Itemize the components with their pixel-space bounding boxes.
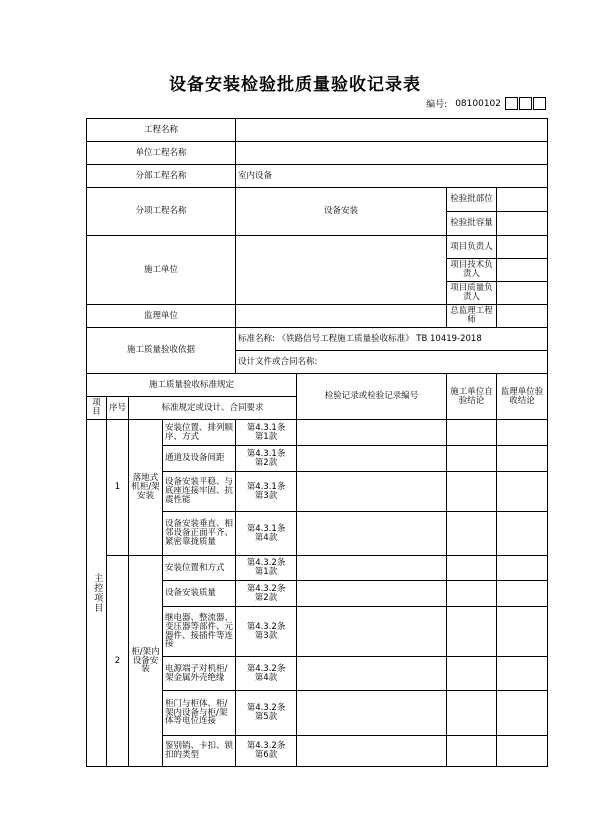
- supervisor-result-cell[interactable]: [497, 607, 548, 657]
- requirement-desc: 设备安装质量: [163, 581, 236, 607]
- supervisor-result-cell[interactable]: [497, 556, 548, 581]
- contractor-result-cell[interactable]: [447, 512, 497, 556]
- supervisor-result-cell[interactable]: [497, 581, 548, 607]
- supervisor-result-cell[interactable]: [497, 472, 548, 512]
- code-value: 08100102: [455, 98, 501, 109]
- supervisor-result-cell[interactable]: [497, 691, 548, 736]
- contractor-result-cell[interactable]: [447, 607, 497, 657]
- requirement-desc: 设备安装垂直、相邻设备正面平齐、紧密靠拢质量: [163, 512, 236, 556]
- contractor-result-cell[interactable]: [447, 691, 497, 736]
- requirement-clause: 第4.3.2条 第5款: [236, 691, 297, 736]
- subitem-value[interactable]: 设备安装: [236, 188, 447, 236]
- batch-capacity-label: 检验批容量: [447, 212, 497, 236]
- division-label: 分部工程名称: [87, 165, 236, 188]
- main-control-label: 主控项目: [92, 573, 103, 613]
- unit-project-label: 单位工程名称: [87, 142, 236, 165]
- tech-manager-label: 项目技术负责人: [447, 259, 497, 282]
- requirement-desc: 安装位置和方式: [163, 556, 236, 581]
- requirement-clause: 第4.3.2条 第1款: [236, 556, 297, 581]
- supervisor-result-header: 监理单位验收结论: [497, 374, 548, 420]
- record-cell[interactable]: [297, 420, 447, 446]
- requirement-clause: 第4.3.2条 第6款: [236, 736, 297, 767]
- requirement-desc: 电源端子对机柜/架金属外壳绝缘: [163, 657, 236, 691]
- requirement-clause: 第4.3.1条 第3款: [236, 472, 297, 512]
- contractor-result-cell[interactable]: [447, 736, 497, 767]
- code-box-3[interactable]: [533, 97, 546, 110]
- batch-capacity-value[interactable]: [497, 212, 548, 236]
- contractor-result-cell[interactable]: [447, 472, 497, 512]
- requirement-desc: 鉴别销、卡扣、锁扣的类型: [163, 736, 236, 767]
- quality-manager-label: 项目质量负责人: [447, 282, 497, 305]
- tech-manager-value[interactable]: [497, 259, 548, 282]
- requirement-clause: 第4.3.1条 第1款: [236, 420, 297, 446]
- requirement-clause: 第4.3.2条 第3款: [236, 607, 297, 657]
- contractor-result-header: 施工单位自验结论: [447, 374, 497, 420]
- requirement-clause: 第4.3.2条 第4款: [236, 657, 297, 691]
- supervisor-label: 监理单位: [87, 305, 236, 328]
- requirement-clause: 第4.3.2条 第2款: [236, 581, 297, 607]
- project-manager-value[interactable]: [497, 236, 548, 259]
- record-cell[interactable]: [297, 607, 447, 657]
- record-cell[interactable]: [297, 691, 447, 736]
- group-name: 柜/架内设备安装: [129, 556, 163, 767]
- group-seq: 2: [107, 556, 129, 767]
- inspection-form: [86, 118, 548, 767]
- requirement-clause: 第4.3.1条 第4款: [236, 512, 297, 556]
- chief-engineer-label: 总监理工程师: [447, 305, 497, 328]
- code-label: 编号:: [426, 100, 448, 110]
- contractor-result-cell[interactable]: [447, 556, 497, 581]
- group-seq: 1: [107, 420, 129, 556]
- design-docs[interactable]: 设计文件或合同名称:: [236, 351, 548, 374]
- record-cell[interactable]: [297, 512, 447, 556]
- requirement-clause: 第4.3.1条 第2款: [236, 446, 297, 472]
- record-cell[interactable]: [297, 581, 447, 607]
- form-code: [426, 97, 546, 110]
- requirement-desc: 继电器、整流器、变压器等部件、元器件、接插件等连接: [163, 607, 236, 657]
- main-control-cell: [87, 420, 107, 767]
- contractor-label: 施工单位: [87, 236, 236, 305]
- supervisor-result-cell[interactable]: [497, 446, 548, 472]
- requirement-desc: 柜门与柜体、柜/架内设备与柜/架体等电位连接: [163, 691, 236, 736]
- supervisor-result-cell[interactable]: [497, 657, 548, 691]
- project-manager-label: 项目负责人: [447, 236, 497, 259]
- batch-location-value[interactable]: [497, 188, 548, 212]
- record-cell[interactable]: [297, 446, 447, 472]
- subitem-label: 分项工程名称: [87, 188, 236, 236]
- supervisor-result-cell[interactable]: [497, 512, 548, 556]
- contractor-result-cell[interactable]: [447, 657, 497, 691]
- project-name-label: 工程名称: [87, 119, 236, 142]
- contractor-value[interactable]: [236, 236, 447, 305]
- chief-engineer-value[interactable]: [497, 305, 548, 328]
- requirement-header: 标准规定或设计、合同要求: [129, 397, 297, 420]
- record-cell[interactable]: [297, 472, 447, 512]
- requirement-desc: 安装位置、排列顺序、方式: [163, 420, 236, 446]
- division-value[interactable]: 室内设备: [236, 165, 548, 188]
- contractor-result-cell[interactable]: [447, 581, 497, 607]
- supervisor-value[interactable]: [236, 305, 447, 328]
- record-cell[interactable]: [297, 657, 447, 691]
- contractor-result-cell[interactable]: [447, 420, 497, 446]
- seq-header: 序号: [107, 397, 129, 420]
- record-cell[interactable]: [297, 736, 447, 767]
- requirement-desc: 通道及设备间距: [163, 446, 236, 472]
- unit-project-value[interactable]: [236, 142, 548, 165]
- project-name-value[interactable]: [236, 119, 548, 142]
- item-header: 项目: [87, 397, 107, 420]
- code-box-1[interactable]: [505, 97, 518, 110]
- form-title: 设备安装检验批质量验收记录表: [169, 75, 421, 95]
- supervisor-result-cell[interactable]: [497, 420, 548, 446]
- batch-location-label: 检验批部位: [447, 188, 497, 212]
- requirement-desc: 设备安装平稳、与底座连接牢固、抗震性能: [163, 472, 236, 512]
- contractor-result-cell[interactable]: [447, 446, 497, 472]
- code-box-2[interactable]: [519, 97, 532, 110]
- standard-name: 标准名称: 《铁路信号工程施工质量验收标准》 TB 10419-2018: [236, 328, 548, 351]
- basis-label: 施工质量验收依据: [87, 328, 236, 374]
- record-header: 检验记录或检验记录编号: [297, 374, 447, 420]
- record-cell[interactable]: [297, 556, 447, 581]
- group-name: 落地式机柜/架安装: [129, 420, 163, 556]
- supervisor-result-cell[interactable]: [497, 736, 548, 767]
- spec-header: 施工质量验收标准规定: [87, 374, 297, 397]
- quality-manager-value[interactable]: [497, 282, 548, 305]
